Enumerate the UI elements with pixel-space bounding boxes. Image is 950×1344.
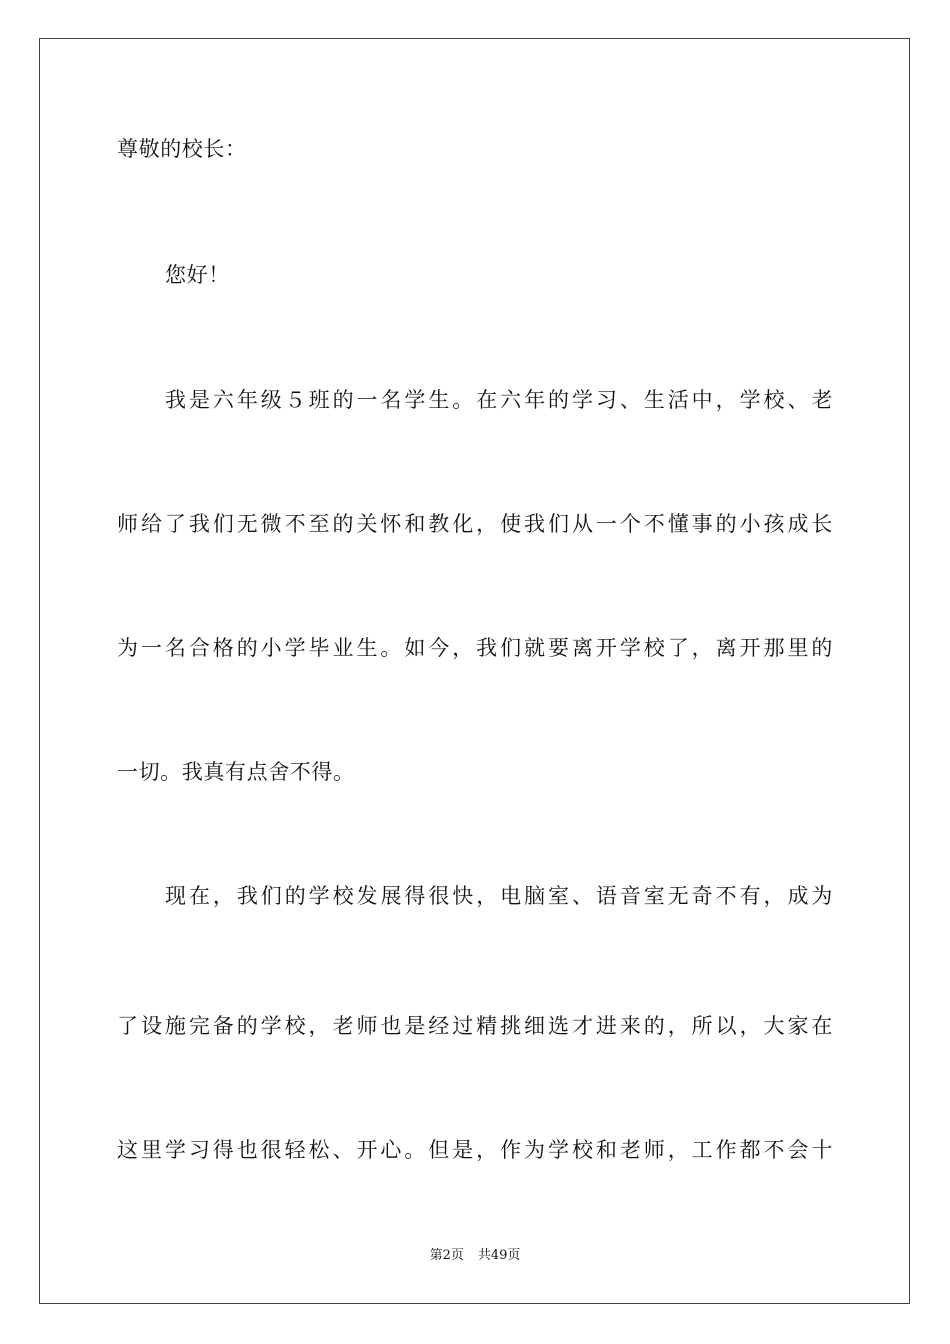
paragraph-line: 为一名合格的小学毕业生。如今，我们就要离开学校了，离开那里的 [117,636,833,660]
page-footer [0,1247,950,1265]
paragraph-line: 我是六年级５班的一名学生。在六年的学习、生活中，学校、老 [165,388,833,412]
paragraph-line: 了设施完备的学校，老师也是经过精挑细选才进来的，所以，大家在 [117,1014,833,1038]
paragraph-line: 这里学习得也很轻松、开心。但是，作为学校和老师，工作都不会十 [117,1138,833,1162]
greeting: 您好！ [165,263,230,287]
page-total: 共49页 [477,1248,521,1263]
paragraph-line: 师给了我们无微不至的关怀和教化，使我们从一个不懂事的小孩成长 [117,512,833,536]
page-frame [39,38,910,1304]
salutation: 尊敬的校长： [117,137,247,161]
paragraph-line: 一切。我真有点舍不得。 [117,760,355,784]
page-number: 第2页 [429,1248,464,1263]
paragraph-line: 现在，我们的学校发展得很快，电脑室、语音室无奇不有，成为 [165,884,833,908]
